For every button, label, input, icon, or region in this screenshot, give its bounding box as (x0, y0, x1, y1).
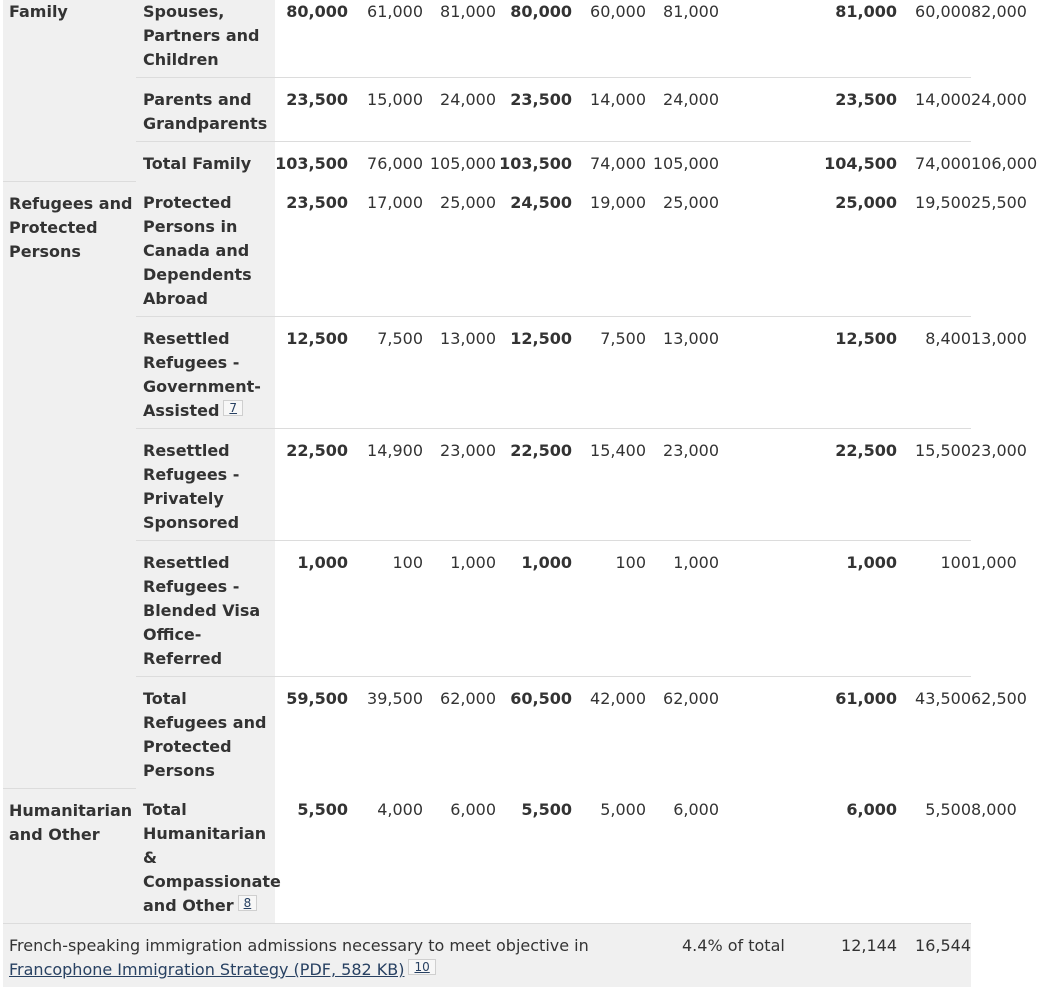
table-cell: 1,000 (496, 541, 572, 677)
french-admissions-row (3, 924, 971, 987)
table-cell: 22,500 (823, 429, 897, 541)
table-cell: 60,000 (572, 0, 646, 78)
column-gap (719, 429, 823, 541)
table-cell: 12,500 (275, 317, 348, 429)
table-cell: 1,000 (423, 541, 496, 677)
french-admissions-label: French-speaking immigration admissions necessary to meet objective in (9, 936, 589, 955)
column-gap (719, 317, 823, 429)
table-cell: 13,000 (423, 317, 496, 429)
table-cell: 7,500 (572, 317, 646, 429)
table-cell: 8,400 (897, 317, 971, 429)
table-cell: 62,000 (423, 677, 496, 789)
table-cell: 14,900 (348, 429, 423, 541)
table-cell: 6,000 (423, 788, 496, 924)
table-cell: 23,000 (423, 429, 496, 541)
table-cell: 15,400 (572, 429, 646, 541)
table-row: Resettled Refugees - Privately Sponsored 22,500 14,900 23,000 22,500 15,400 23,000 22,500 15,500 23,000 (3, 429, 971, 541)
row-subcategory-label: Parents and Grandparents (143, 90, 267, 133)
row-subcategory (136, 317, 275, 429)
row-subcategory (136, 788, 275, 924)
table-cell: 80,000 (496, 0, 572, 78)
table-cell: 22,500 (275, 429, 348, 541)
table-cell: 25,000 (823, 181, 897, 317)
french-admissions-high: 16,544 (897, 924, 971, 987)
table-cell: 60,000 (897, 0, 971, 78)
row-subcategory (136, 677, 275, 789)
table-cell: 43,500 (897, 677, 971, 789)
table-cell: 15,000 (348, 78, 423, 142)
table-row: Refugees and Protected Persons Protected Persons in Canada and Dependents Abroad 23,500 17,000 25,000 24,500 19,000 25,000 25,000 19,500 25,500 (3, 181, 971, 317)
row-category: Refugees and Protected Persons (3, 181, 136, 788)
table-cell: 25,000 (423, 181, 496, 317)
table-cell: 39,500 (348, 677, 423, 789)
table-cell: 103,500 (275, 142, 348, 182)
row-category: Humanitarian and Other (3, 788, 136, 924)
table-cell: 61,000 (348, 0, 423, 78)
table-cell: 19,000 (572, 181, 646, 317)
table-cell: 80,000 (275, 0, 348, 78)
table-cell: 19,500 (897, 181, 971, 317)
row-subcategory-label: Total Humanitarian & Compassionate and Other (143, 800, 281, 915)
table-cell: 5,500 (496, 788, 572, 924)
table-cell: 105,000 (646, 142, 719, 182)
table-cell: 24,000 (423, 78, 496, 142)
francophone-strategy-link[interactable]: Francophone Immigration Strategy (PDF, 582 KB) (9, 960, 404, 979)
table-cell: 4,000 (348, 788, 423, 924)
column-gap (719, 677, 823, 789)
table-cell: 81,000 (646, 0, 719, 78)
table-cell: 74,000 (572, 142, 646, 182)
table-cell: 14,000 (897, 78, 971, 142)
row-subcategory (136, 142, 275, 182)
table-row: Resettled Refugees - Blended Visa Office-Referred 1,000 100 1,000 1,000 100 1,000 1,000 100 1,000 (3, 541, 971, 677)
table-row: Resettled Refugees - Government-Assisted 7 12,500 7,500 13,000 12,500 7,500 13,000 12,500 8,400 13,000 (3, 317, 971, 429)
row-subcategory-label: Resettled Refugees - Blended Visa Office-Referred (143, 553, 260, 668)
column-gap (719, 0, 823, 78)
table-cell: 13,000 (646, 317, 719, 429)
table-cell: 6,000 (646, 788, 719, 924)
table-cell: 60,500 (496, 677, 572, 789)
column-gap (719, 78, 823, 142)
table-cell: 5,000 (572, 788, 646, 924)
column-gap (719, 181, 823, 317)
table-cell: 81,000 (423, 0, 496, 78)
table-cell: 23,000 (646, 429, 719, 541)
table-cell: 74,000 (897, 142, 971, 182)
table-cell: 76,000 (348, 142, 423, 182)
table-cell: 100 (572, 541, 646, 677)
table-cell: 1,000 (646, 541, 719, 677)
table-cell: 100 (897, 541, 971, 677)
row-subcategory-label: Protected Persons in Canada and Dependents Abroad (143, 193, 252, 308)
row-subcategory (136, 429, 275, 541)
table-cell: 42,000 (572, 677, 646, 789)
table-cell: 61,000 (823, 677, 897, 789)
table-cell: 100 (348, 541, 423, 677)
table-row: Family Spouses, Partners and Children 80,000 61,000 81,000 80,000 60,000 81,000 81,000 60,000 82,000 (3, 0, 971, 78)
table-cell: 24,000 (646, 78, 719, 142)
table-cell: 59,500 (275, 677, 348, 789)
row-subcategory (136, 78, 275, 142)
table-cell: 1,000 (823, 541, 897, 677)
table-cell: 5,500 (897, 788, 971, 924)
footnote-link[interactable]: 7 (223, 400, 243, 416)
french-admissions-low: 12,144 (823, 924, 897, 987)
row-subcategory (136, 0, 275, 78)
footnote-link[interactable]: 10 (408, 959, 435, 975)
row-subcategory (136, 541, 275, 677)
table-cell: 6,000 (823, 788, 897, 924)
table-cell: 24,500 (496, 181, 572, 317)
row-category: Family (3, 0, 136, 181)
table-cell: 105,000 (423, 142, 496, 182)
table-row: Humanitarian and Other Total Humanitarian & Compassionate and Other 8 5,500 4,000 6,000 5,500 5,000 6,000 6,000 5,500 8,000 (3, 788, 971, 924)
column-gap (719, 788, 823, 924)
table-cell: 23,500 (496, 78, 572, 142)
table-cell: 81,000 (823, 0, 897, 78)
row-subcategory-label: Spouses, Partners and Children (143, 2, 260, 69)
french-admissions-percent: 4.4% of total (646, 924, 823, 987)
table-cell: 23,500 (275, 181, 348, 317)
french-admissions-text (3, 924, 646, 987)
table-row: Total Refugees and Protected Persons 59,500 39,500 62,000 60,500 42,000 62,000 61,000 43,500 62,500 (3, 677, 971, 789)
table-cell: 1,000 (275, 541, 348, 677)
column-gap (719, 541, 823, 677)
table-cell: 23,500 (275, 78, 348, 142)
row-subcategory-label: Resettled Refugees - Privately Sponsored (143, 441, 239, 532)
row-subcategory-label: Resettled Refugees - Government-Assisted (143, 329, 261, 420)
immigration-levels-table (3, 0, 971, 987)
table-row: Total Family 103,500 76,000 105,000 103,500 74,000 105,000 104,500 74,000 106,000 (3, 142, 971, 182)
footnote-link[interactable]: 8 (238, 895, 258, 911)
table-cell: 7,500 (348, 317, 423, 429)
table-cell: 25,000 (646, 181, 719, 317)
column-gap (719, 142, 823, 182)
table-cell: 15,500 (897, 429, 971, 541)
table-cell: 5,500 (275, 788, 348, 924)
table-cell: 22,500 (496, 429, 572, 541)
row-subcategory (136, 181, 275, 317)
table-cell: 12,500 (823, 317, 897, 429)
table-cell: 14,000 (572, 78, 646, 142)
table-cell: 23,500 (823, 78, 897, 142)
table-cell: 12,500 (496, 317, 572, 429)
table-cell: 17,000 (348, 181, 423, 317)
row-subcategory-label: Total Family (143, 154, 251, 173)
row-subcategory-label: Total Refugees and Protected Persons (143, 689, 266, 780)
table-cell: 103,500 (496, 142, 572, 182)
table-cell: 62,000 (646, 677, 719, 789)
table-row: Parents and Grandparents 23,500 15,000 24,000 23,500 14,000 24,000 23,500 14,000 24,000 (3, 78, 971, 142)
table-cell: 104,500 (823, 142, 897, 182)
